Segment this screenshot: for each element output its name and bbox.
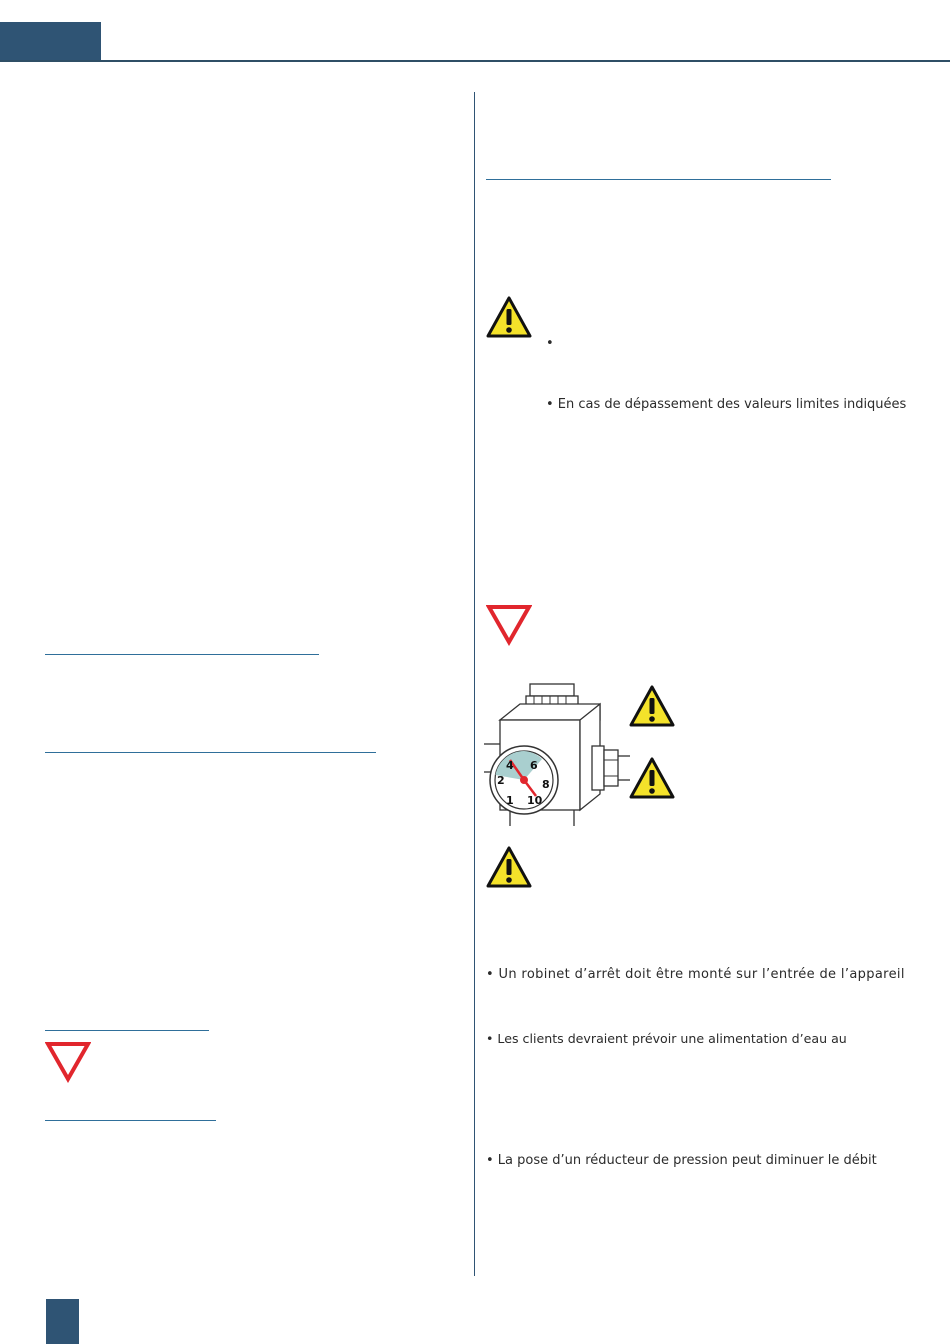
column-divider — [474, 92, 475, 1276]
header-tab — [0, 22, 101, 62]
gauge-tick-label: 10 — [527, 794, 543, 807]
bullet-shutoff-valve: • Un robinet d’arrêt doit être monté sur l’entrée de l’appareil — [486, 967, 905, 982]
warning-triangle-icon — [628, 684, 676, 728]
gauge-tick-label: 2 — [497, 774, 505, 787]
warning-triangle-icon — [485, 295, 533, 339]
pressure-gauge-valve-illustration — [484, 680, 634, 826]
caution-triangle-icon — [486, 604, 532, 646]
gauge-tick-label: 1 — [506, 794, 514, 807]
gauge-tick-label: 6 — [530, 759, 538, 772]
section-rule — [486, 179, 831, 180]
warning-triangle-icon — [485, 845, 533, 889]
bullet-water-supply: • Les clients devraient prévoir une alimentation d’eau au — [486, 1031, 847, 1046]
warning-triangle-icon — [628, 756, 676, 800]
gauge-tick-label: 4 — [506, 759, 514, 772]
section-rule — [45, 1030, 209, 1031]
empty-bullet: • — [546, 336, 554, 351]
page-number-tab — [46, 1299, 79, 1344]
section-rule — [45, 654, 319, 655]
section-rule — [45, 752, 376, 753]
gauge-tick-label: 8 — [542, 778, 550, 791]
header-rule — [0, 60, 950, 62]
bullet-pressure-reducer: • La pose d’un réducteur de pression peut diminuer le débit — [486, 1153, 877, 1168]
bullet-limit-values: • En cas de dépassement des valeurs limites indiquées — [546, 397, 907, 412]
caution-triangle-icon — [45, 1041, 91, 1083]
section-rule — [45, 1120, 216, 1121]
